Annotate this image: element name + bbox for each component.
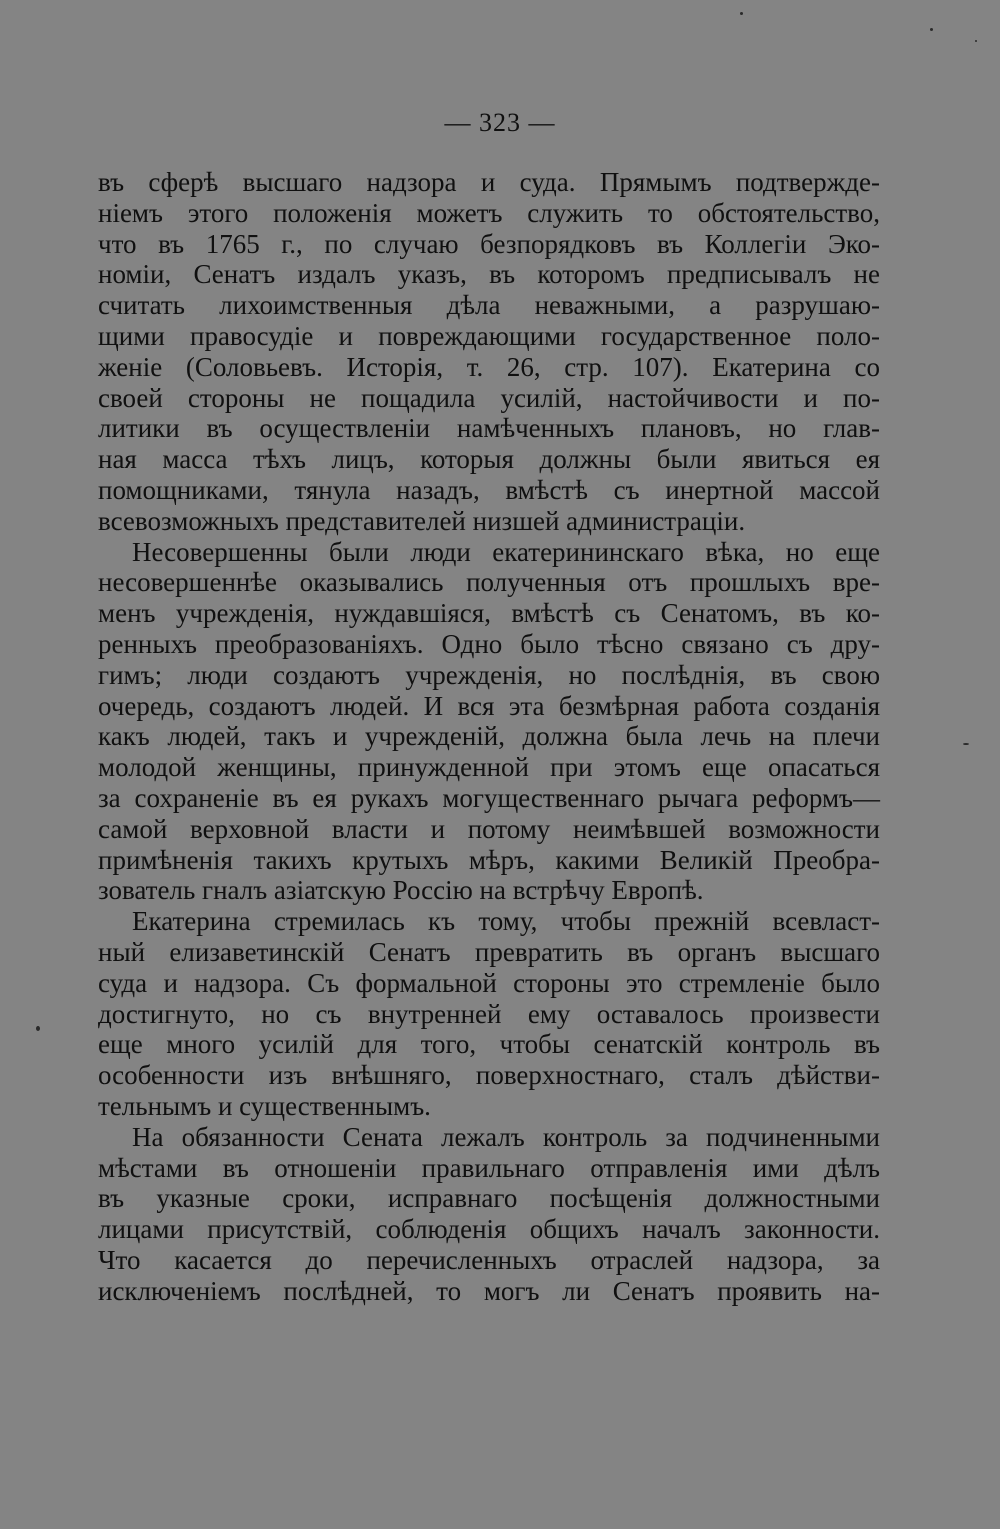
paragraph-3 bbox=[98, 906, 880, 1122]
scan-speck bbox=[975, 40, 977, 42]
text-line: что въ 1765 г., по случаю безпорядковъ въ Коллегіи Эко- bbox=[98, 228, 880, 259]
text-line: очередь, создаютъ людей. И вся эта безмѣрная работа созданія bbox=[98, 690, 880, 721]
text-line: мѣстами въ отношеніи правильнаго отправленія ими дѣлъ bbox=[98, 1152, 880, 1183]
text-line: зователь гналъ азіатскую Россію на встрѣчу Европѣ. bbox=[98, 875, 704, 906]
paragraph-4 bbox=[98, 1122, 880, 1307]
text-line: лицами присутствій, соблюденія общихъ началъ законности. bbox=[98, 1214, 880, 1245]
text-line: ніемъ этого положенія можетъ служить то обстоятельство, bbox=[98, 197, 880, 228]
paragraph-2 bbox=[98, 537, 880, 907]
text-line: несовершеннѣе оказывались полученныя отъ прошлыхъ вре- bbox=[98, 567, 880, 598]
text-line: еще много усилій для того, чтобы сенатскій контроль въ bbox=[98, 1029, 880, 1060]
text-line: суда и надзора. Съ формальной стороны это стремленіе было bbox=[98, 967, 880, 998]
text-line: молодой женщины, принужденной при этомъ еще опасаться bbox=[98, 752, 880, 783]
text-line: женіе (Соловьевъ. Исторія, т. 26, стр. 107). Екатерина со bbox=[98, 351, 880, 382]
text-line: тельнымъ и существеннымъ. bbox=[98, 1090, 431, 1121]
scan-speck bbox=[930, 28, 933, 31]
text-line: ный елизаветинскій Сенатъ превратить въ органъ высшаго bbox=[98, 936, 880, 967]
text-line: ренныхъ преобразованіяхъ. Одно было тѣсно связано съ дру- bbox=[98, 628, 880, 659]
page-number: — 323 — bbox=[444, 108, 556, 137]
text-line: менъ учрежденія, нуждавшіяся, вмѣстѣ съ Сенатомъ, въ ко- bbox=[98, 598, 880, 629]
text-line: номіи, Сенатъ издалъ указъ, въ которомъ предписывалъ не bbox=[98, 259, 880, 290]
text-line: гимъ; люди создаютъ учрежденія, но послѣднія, въ свою bbox=[98, 659, 880, 690]
text-line: ная масса тѣхъ лицъ, которыя должны были явиться ея bbox=[98, 444, 880, 475]
text-line: щими правосудіе и повреждающими государственное поло- bbox=[98, 320, 880, 351]
text-line: помощниками, тянула назадъ, вмѣстѣ съ инертной массой bbox=[98, 474, 880, 505]
text-line: Несовершенны были люди екатерининскаго вѣка, но еще bbox=[132, 536, 880, 567]
text-line: всевозможныхъ представителей низшей администраціи. bbox=[98, 505, 746, 536]
body-text bbox=[98, 167, 880, 1306]
scan-speck bbox=[963, 743, 969, 745]
text-line: Екатерина стремилась къ тому, чтобы прежній всевласт- bbox=[132, 906, 880, 937]
text-line: въ сферѣ высшаго надзора и суда. Прямымъ подтвержде- bbox=[98, 167, 880, 197]
text-line: въ указные сроки, исправнаго посѣщенія должностными bbox=[98, 1183, 880, 1214]
text-line: На обязанности Сената лежалъ контроль за подчиненными bbox=[132, 1121, 880, 1152]
text-line: примѣненія такихъ крутыхъ мѣръ, какими Великій Преобра- bbox=[98, 844, 880, 875]
text-line: за сохраненіе въ ея рукахъ могущественнаго рычага реформъ— bbox=[98, 782, 880, 813]
text-line: достигнуто, но съ внутренней ему оставалось произвести bbox=[98, 998, 880, 1029]
text-line: какъ людей, такъ и учрежденій, должна была лечь на плечи bbox=[98, 721, 880, 752]
scan-speck bbox=[36, 1026, 40, 1031]
text-line: особенности изъ внѣшняго, поверхностнаго, сталъ дѣйстви- bbox=[98, 1060, 880, 1091]
text-line: Что касается до перечисленныхъ отраслей надзора, за bbox=[98, 1244, 880, 1275]
paragraph-1 bbox=[98, 167, 880, 537]
scan-speck bbox=[740, 12, 743, 15]
text-line: литики въ осуществленіи намѣченныхъ плановъ, но глав- bbox=[98, 413, 880, 444]
text-line: считать лихоимственныя дѣла неважными, а разрушаю- bbox=[98, 290, 880, 321]
text-line: своей стороны не пощадила усилій, настойчивости и по- bbox=[98, 382, 880, 413]
text-line: самой верховной власти и потому неимѣвшей возможности bbox=[98, 813, 880, 844]
text-line: исключеніемъ послѣдней, то могъ ли Сенатъ проявить на- bbox=[98, 1275, 880, 1306]
